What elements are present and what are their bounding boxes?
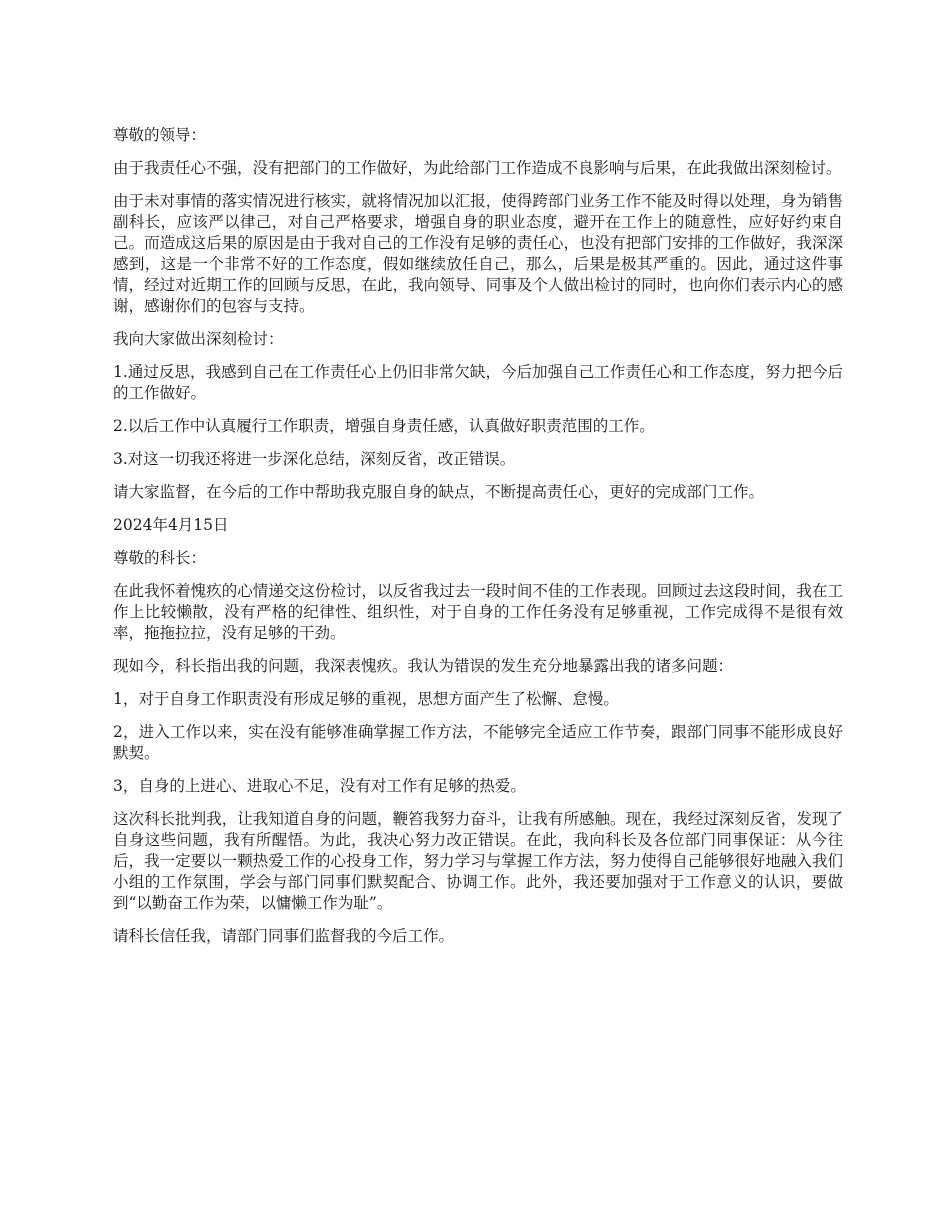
paragraph: 由于未对事情的落实情况进行核实，就将情况加以汇报，使得跨部门业务工作不能及时得以处理，身为销售副科长，应该严以律己，对自己严格要求，增强自身的职业态度，避开在工作上的随意性，应好好约束自己。而造成这后果的原因是由于我对自己的工作没有足够的责任心，也没有把部门安排的工作做好，我深深感到，这是一个非常不好的工作态度，假如继续放任自己，那么，后果是极其严重的。因此，通过这件事情，经过对近期工作的回顾与反思，在此，我向领导、同事及个人做出检讨的同时，也向你们表示内心的感谢，感谢你们的包容与支持。 bbox=[113, 192, 843, 315]
list-item: 1.通过反思，我感到自己在工作责任心上仍旧非常欠缺，今后加强自己工作责任心和工作态度，努力把今后的工作做好。 bbox=[113, 363, 843, 402]
paragraph: 请大家监督，在今后的工作中帮助我克服自身的缺点，不断提高责任心，更好的完成部门工作。 bbox=[113, 483, 765, 501]
list-item: 2.以后工作中认真履行工作职责，增强自身责任感，认真做好职责范围的工作。 bbox=[113, 417, 655, 435]
paragraph: 由于我责任心不强，没有把部门的工作做好，为此给部门工作造成不良影响与后果，在此我做出深刻检讨。 bbox=[113, 159, 842, 177]
salutation: 尊敬的领导： bbox=[113, 126, 207, 144]
paragraph: 在此我怀着愧疚的心情递交这份检讨，以反省我过去一段时间不佳的工作表现。回顾过去这段时间，我在工作上比较懒散，没有严格的纪律性、组织性，对于自身的工作任务没有足够重视，工作完成得不是很有效率，拖拖拉拉，没有足够的干劲。 bbox=[113, 582, 843, 642]
paragraph: 我向大家做出深刻检讨： bbox=[113, 330, 284, 348]
closing-line: 请科长信任我，请部门同事们监督我的今后工作。 bbox=[113, 927, 455, 945]
salutation: 尊敬的科长： bbox=[113, 549, 207, 567]
paragraph: 这次科长批判我，让我知道自身的问题，鞭笞我努力奋斗，让我有所感触。现在，我经过深刻反省，发现了自身这些问题，我有所醒悟。为此，我决心努力改正错误。在此，我向科长及各位部门同事保证：从今往后，我一定要以一颗热爱工作的心投身工作，努力学习与掌握工作方法，努力使得自己能够很好地融入我们小组的工作氛围，学会与部门同事们默契配合、协调工作。此外，我还要加强对于工作意义的认识，要做到“以勤奋工作为荣，以慵懒工作为耻”。 bbox=[113, 810, 843, 912]
document-body bbox=[113, 125, 843, 959]
list-item: 2，进入工作以来，实在没有能够准确掌握工作方法，不能够完全适应工作节奏，跟部门同事不能形成良好默契。 bbox=[113, 723, 843, 762]
paragraph: 现如今，科长指出我的问题，我深表愧疚。我认为错误的发生充分地暴露出我的诸多问题： bbox=[113, 657, 734, 675]
list-item: 1，对于自身工作职责没有形成足够的重视，思想方面产生了松懈、怠慢。 bbox=[113, 690, 619, 708]
list-item: 3.对这一切我还将进一步深化总结，深刻反省，改正错误。 bbox=[113, 450, 516, 468]
date-line: 2024年4月15日 bbox=[113, 516, 229, 534]
list-item: 3，自身的上进心、进取心不足，没有对工作有足够的热爱。 bbox=[113, 777, 526, 795]
